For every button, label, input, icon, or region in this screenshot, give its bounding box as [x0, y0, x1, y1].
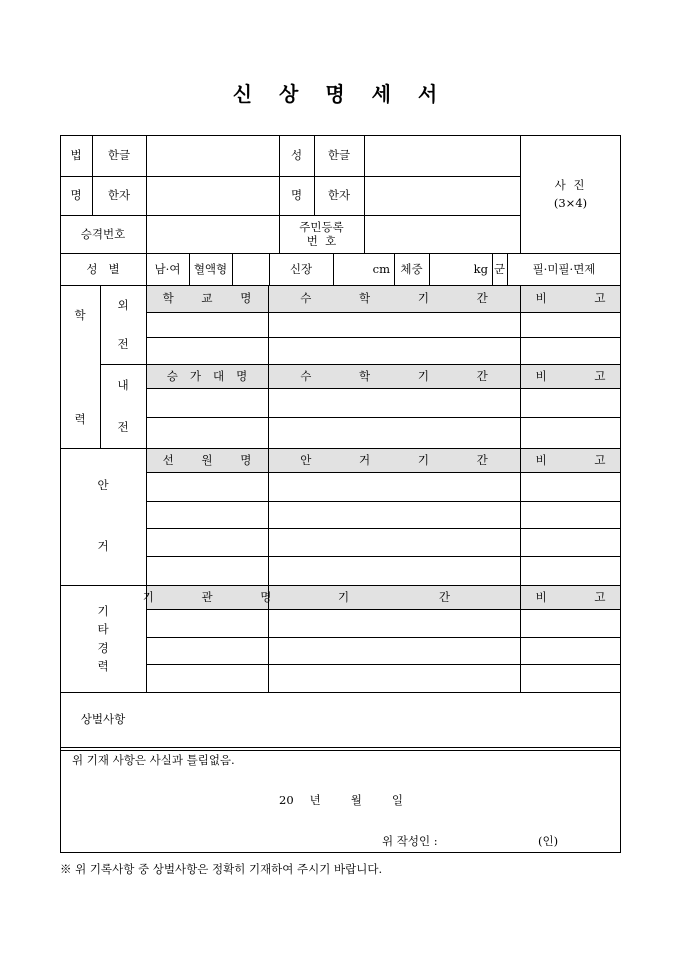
awards-field[interactable] — [146, 692, 621, 747]
license-number-field[interactable] — [146, 215, 279, 253]
study-period-header: 수 학 기 간 — [300, 291, 510, 306]
inside-education-label-1: 내 — [117, 377, 129, 392]
weight-label: 체중 — [400, 261, 423, 276]
outside-education-label-2: 전 — [117, 337, 129, 352]
resident-number-field[interactable] — [364, 215, 520, 253]
military-choice[interactable]: 필·미필·면제 — [532, 261, 596, 276]
seminary-period-header: 수 학 기 간 — [300, 368, 510, 383]
legal-name-hanja-field[interactable] — [146, 176, 279, 215]
other-career-side-2: 타 — [97, 622, 109, 637]
remarks-header: 비 고 — [535, 291, 628, 306]
legal-name-hangeul-field[interactable] — [146, 135, 279, 176]
confirm-statement: 위 기재 사항은 사실과 틀림없음. — [72, 752, 235, 767]
personal-record-form — [60, 135, 628, 853]
seminary-name-header: 승가대명 — [166, 368, 260, 383]
military-label: 군 — [493, 261, 506, 276]
other-career-side-3: 경 — [97, 640, 109, 655]
other-period-header-a: 기 — [338, 589, 350, 604]
education-side-label-bottom: 력 — [74, 412, 86, 427]
weight-field[interactable] — [429, 253, 492, 285]
footnote: ※ 위 기록사항 중 상벌사항은 정확히 기재하여 주시기 바랍니다. — [60, 862, 383, 876]
height-field[interactable] — [333, 253, 394, 285]
angeo-period-header: 안 거 기 간 — [300, 452, 510, 467]
outside-education-label-1: 외 — [117, 297, 129, 312]
meditation-hall-header: 선 원 명 — [162, 452, 264, 467]
lay-name-hanja-label: 한자 — [327, 188, 351, 203]
gender-choice[interactable]: 남·여 — [154, 261, 181, 276]
height-label: 신장 — [289, 261, 313, 276]
license-number-label: 승격번호 — [80, 226, 126, 241]
lay-name-hangeul-field[interactable] — [364, 135, 520, 176]
date-day-unit: 일 — [391, 792, 403, 807]
angeo-remarks-header: 비 고 — [535, 452, 628, 467]
resident-number-label-line2: 번 호 — [306, 234, 337, 248]
awards-label: 상벌사항 — [80, 712, 126, 727]
lay-name-label-top: 성 — [290, 148, 303, 163]
other-period-header-b: 간 — [438, 589, 450, 604]
date-year: 20 — [279, 792, 294, 807]
height-unit: cm — [372, 261, 390, 276]
date-year-unit: 년 — [309, 792, 321, 807]
legal-name-hanja-label: 한자 — [107, 188, 131, 203]
angeo-side-label-top: 안 — [97, 477, 109, 492]
lay-name-hangeul-label: 한글 — [327, 148, 351, 163]
legal-name-hangeul-label: 한글 — [107, 148, 131, 163]
document-title: 신 상 명 세 서 — [232, 82, 448, 106]
blood-type-label: 혈액형 — [193, 261, 228, 276]
weight-unit: kg — [473, 261, 488, 276]
photo-size: (3×4) — [553, 195, 588, 210]
lay-name-hanja-field[interactable] — [364, 176, 520, 215]
inside-education-label-2: 전 — [117, 419, 129, 434]
education-side-label-top: 학 — [74, 307, 86, 322]
legal-name-label-top: 법 — [70, 148, 82, 163]
blood-type-field[interactable] — [232, 253, 269, 285]
photo-label: 사 진 — [554, 178, 587, 193]
seminary-remarks-header: 비 고 — [535, 368, 628, 383]
other-career-side-1: 기 — [97, 603, 109, 618]
organization-name-header: 기 관 명 — [142, 589, 294, 604]
writer-label: 위 작성인 : — [382, 833, 438, 848]
date-month-unit: 월 — [350, 792, 362, 807]
legal-name-label-bottom: 명 — [70, 188, 82, 203]
other-career-side-4: 력 — [97, 658, 109, 673]
lay-name-label-bottom: 명 — [290, 188, 303, 203]
other-period-header — [268, 585, 520, 609]
angeo-side-label-bottom: 거 — [97, 538, 109, 553]
photo-box[interactable] — [520, 135, 621, 253]
seal-mark: (인) — [538, 833, 559, 848]
other-remarks-header: 비 고 — [535, 589, 628, 604]
resident-number-label-line1: 주민등록 — [299, 219, 344, 234]
gender-label: 성 별 — [86, 261, 120, 276]
school-name-header: 학 교 명 — [162, 291, 264, 306]
resident-number-label — [279, 215, 364, 253]
date-line — [279, 791, 403, 809]
